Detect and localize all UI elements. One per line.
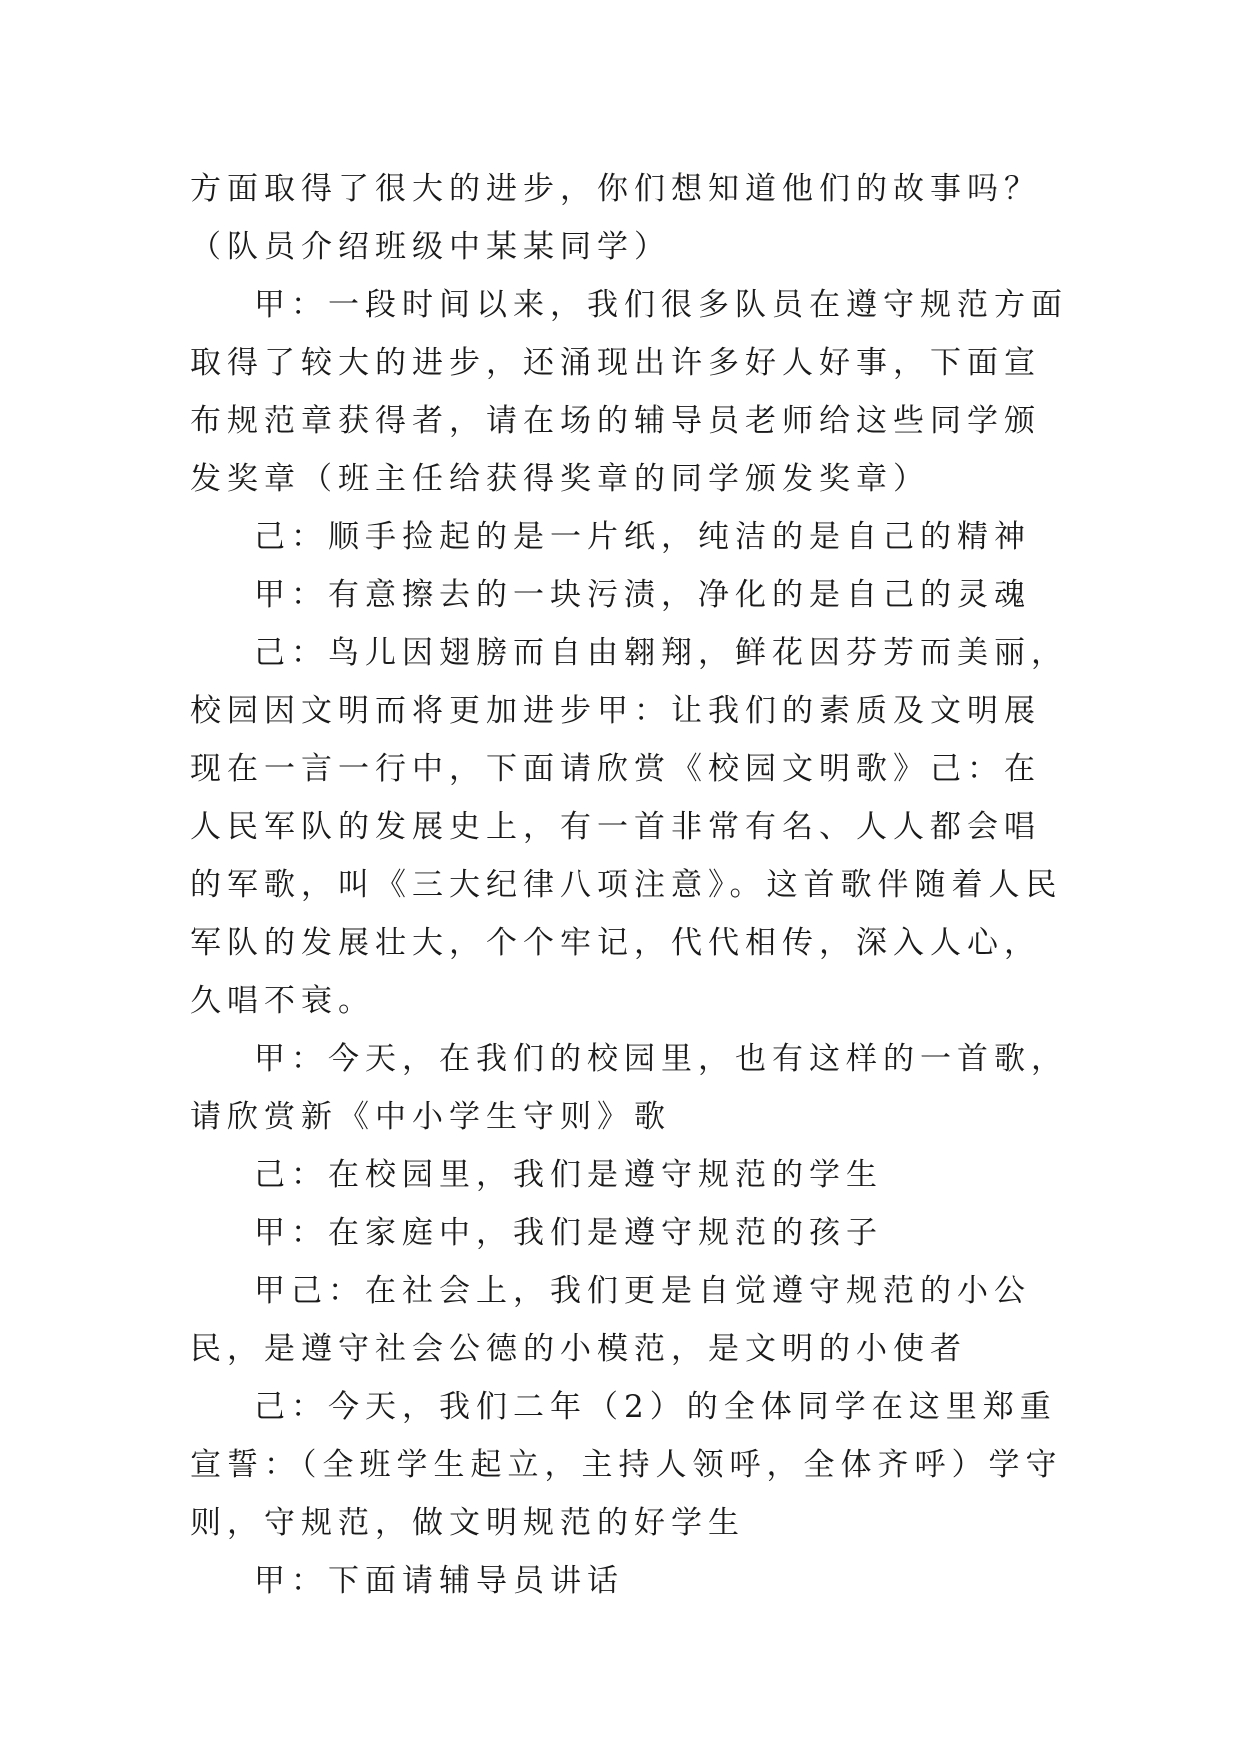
paragraph-line-family: 甲：在家庭中，我们是遵守规范的孩子 — [254, 1215, 883, 1251]
document-body — [190, 160, 1070, 1610]
paragraph-intro-continuation: 方面取得了很大的进步，你们想知道他们的故事吗？（队员介绍班级中某某同学） — [190, 171, 1041, 265]
paragraph-line-school: 己：在校园里，我们是遵守规范的学生 — [254, 1157, 883, 1193]
paragraph-campus-song: 己：鸟儿因翅膀而自由翱翔，鲜花因芬芳而美丽，校园因文明而将更加进步甲：让我们的素质及文明展现在一言一行中，下面请欣赏《校园文明歌》己：在人民军队的发展史上，有一首非常有名、人人都会唱的军歌，叫《三大纪律八项注意》。这首歌伴随着人民军队的发展壮大，个个牢记，代代相传，深入人心，久唱不衰。 — [190, 635, 1068, 1019]
paragraph-line-stain: 甲：有意擦去的一块污渍，净化的是自己的灵魂 — [254, 577, 1031, 613]
paragraph-line-paper: 己：顺手捡起的是一片纸，纯洁的是自己的精神 — [254, 519, 1031, 555]
paragraph-counselor-speech: 甲：下面请辅导员讲话 — [254, 1563, 624, 1599]
paragraph-oath: 己：今天，我们二年（2）的全体同学在这里郑重宣誓：（全班学生起立，主持人领呼，全体齐呼）学守则，守规范，做文明规范的好学生 — [190, 1389, 1063, 1541]
paragraph-rules-song: 甲：今天，在我们的校园里，也有这样的一首歌，请欣赏新《中小学生守则》歌 — [190, 1041, 1068, 1135]
paragraph-line-society: 甲己：在社会上，我们更是自觉遵守规范的小公民，是遵守社会公德的小模范，是文明的小使者 — [190, 1273, 1031, 1367]
paragraph-award-announcement: 甲：一段时间以来，我们很多队员在遵守规范方面取得了较大的进步，还涌现出许多好人好事，下面宣布规范章获得者，请在场的辅导员老师给这些同学颁发奖章（班主任给获得奖章的同学颁发奖章） — [190, 287, 1068, 497]
